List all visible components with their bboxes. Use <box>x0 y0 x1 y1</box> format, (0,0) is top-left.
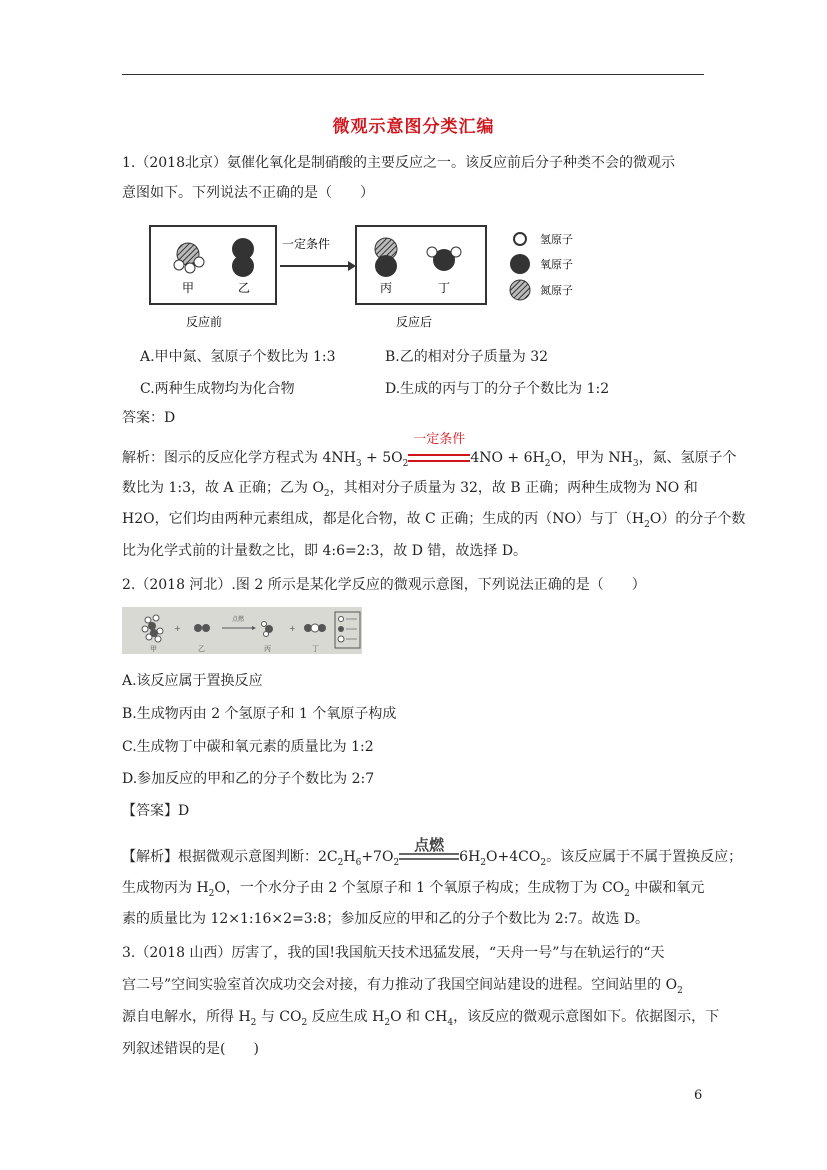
q3-stem-line3: 源自电解水，所得 $H_2$ 与 $CO_2$ 反应生成 $H_2O$ 和 $CH_4$，该反应的微观示意图如下。依据图示，下 <box>122 1009 720 1028</box>
q1-arrow-label: 一定条件 <box>282 237 331 251</box>
q2-explanation-line3: 素的质量比为 12×1:16×2=3:8；参加反应的甲和乙的分子个数比为 2:7。故选 D。 <box>122 911 649 927</box>
page-title: 微观示意图分类汇编 <box>332 117 495 137</box>
q2-option-c: C.生成物丁中碳和氧元素的质量比为 1:2 <box>122 739 374 755</box>
q1-reaction-diagram <box>148 222 598 334</box>
q1-option-b: B.乙的相对分子质量为 32 <box>385 349 549 365</box>
q1-label-jia: 甲 <box>182 281 195 295</box>
ignite-condition-arrow: 点燃 <box>399 851 459 861</box>
reaction-condition-arrow: 一定条件 <box>408 446 470 462</box>
oxygen-atom-icon <box>510 254 530 274</box>
q1-option-a: A.甲中氮、氢原子个数比为 1:3 <box>140 349 336 365</box>
q1-explanation-line1: 解析：图示的反应化学方程式为 $4NH_3 + 5O_2$ 一定条件 $4NO + 6H_2O$，甲为 $NH_3$，氮、氢原子个 <box>122 432 737 469</box>
q1-explanation-line2: 数比为 1:3，故 A 正确；乙为 $O_2$，其相对分子质量为 32，故 B 正确；两种生成物为 NO 和 <box>122 480 698 499</box>
q1-label-ding: 丁 <box>438 281 451 295</box>
svg-text:丁: 丁 <box>312 645 319 653</box>
nitrogen-legend-icon <box>510 280 530 300</box>
svg-text:+: + <box>174 624 181 633</box>
q1-stem-line1: 1.（2018北京）氨催化氧化是制硝酸的主要反应之一。该反应前后分子种类不会的微观示 <box>122 155 675 171</box>
q1-answer: 答案：D <box>122 410 176 426</box>
svg-text:氮原子: 氮原子 <box>540 284 573 297</box>
svg-text:丙: 丙 <box>264 645 271 653</box>
q1-option-d: D.生成的丙与丁的分子个数比为 1:2 <box>385 381 610 397</box>
q2-arrow-label: 点燃 <box>232 616 245 623</box>
q2-answer: 【答案】D <box>122 803 190 819</box>
q2-explanation-line2: 生成物丙为 $H_2O$，一个水分子由 2 个氢原子和 1 个氧原子构成；生成物丁为 $CO_2$ 中碳和氧元 <box>122 880 705 899</box>
q2-explanation-line1: 【解析】根据微观示意图判断：$2C_2H_6+7O_2$ 点燃 $6H_2O+4CO_2$。该反应属于不属于置换反应； <box>122 836 743 868</box>
before-box <box>150 226 276 304</box>
q1-explanation-line4: 比为化学式前的计量数之比，即 4:6=2:3，故 D 错，故选择 D。 <box>122 543 528 559</box>
q2-reaction-diagram <box>122 607 362 654</box>
q1-label-bing: 丙 <box>380 281 393 295</box>
header-rule <box>122 74 704 75</box>
q2-stem: 2.（2018 河北）.图 2 所示是某化学反应的微观示意图，下列说法正确的是（ ） <box>122 577 646 593</box>
svg-text:氧原子: 氧原子 <box>540 258 573 271</box>
svg-text:+: + <box>289 624 296 633</box>
page-number: 6 <box>694 1088 703 1103</box>
q3-stem-line4: 列叙述错误的是( ) <box>122 1041 259 1057</box>
q2-option-a: A.该反应属于置换反应 <box>122 673 263 689</box>
svg-text:乙: 乙 <box>198 645 205 653</box>
q1-explanation-line3: H2O，它们均由两种元素组成，都是化合物，故 C 正确；生成的丙（NO）与丁$(H_2O)$的分子个数 <box>122 511 746 530</box>
q1-label-yi: 乙 <box>238 281 251 295</box>
q3-stem-line2: 宫二号”空间实验室首次成功交会对接，有力推动了我国空间站建设的进程。空间站里的 $O_2$ <box>122 977 683 996</box>
q2-option-d: D.参加反应的甲和乙的分子个数比为 2:7 <box>122 771 375 787</box>
q2-option-b: B.生成物丙由 2 个氢原子和 1 个氧原子构成 <box>122 706 397 722</box>
q3-stem-line1: 3.（2018 山西）厉害了，我的国!我国航天技术迅猛发展，“天舟一号”与在轨运行的“天 <box>122 945 665 961</box>
svg-text:氢原子: 氢原子 <box>540 233 573 246</box>
q1-stem-line2: 意图如下。下列说法不正确的是（ ） <box>122 185 374 201</box>
q1-option-c: C.两种生成物均为化合物 <box>140 381 295 397</box>
q1-after-caption: 反应后 <box>396 315 433 329</box>
svg-text:甲: 甲 <box>150 645 157 653</box>
q1-before-caption: 反应前 <box>186 315 223 329</box>
hydrogen-atom-icon <box>514 233 526 245</box>
